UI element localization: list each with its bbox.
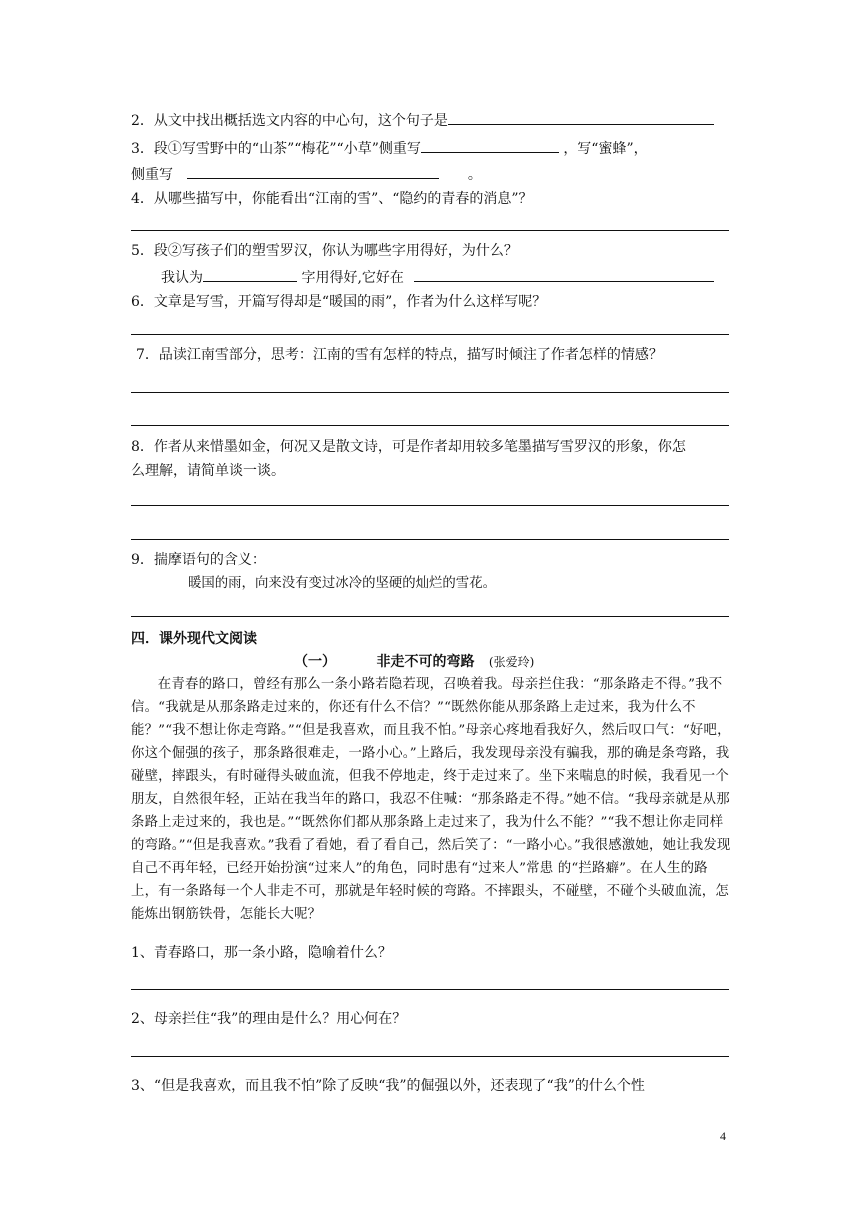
question-3-cont bbox=[131, 164, 482, 184]
question-7: 7．品读江南雪部分，思考：江南的雪有怎样的特点，描写时倾注了作者怎样的情感？ bbox=[136, 347, 663, 363]
question-8-line-2: 么理解，请简单谈一谈。 bbox=[131, 463, 285, 479]
question-5-sub-a: 我认为 bbox=[161, 270, 203, 286]
question-9: 9．揣摩语句的含义： bbox=[131, 552, 266, 568]
question-3-text-2: ，写“蜜蜂”， bbox=[563, 141, 648, 157]
question-2 bbox=[131, 110, 714, 130]
question-3-text-3: 侧重写 bbox=[131, 167, 173, 183]
article-paragraph: 在青春的路口，曾经有那么一条小路若隐若现，召唤着我。母亲拦住我：“那条路走不得。”我不信。“我就是从那条路走过来的，你还有什么不信？”“既然你能从那条路上走过来，我为什么不能？”“我不想让你走弯路。”“但是我喜欢，而且我不怕。”母亲心疼地看我好久，然后叹口气：“好吧，你这个倔强的孩子，那条路很难走，一路小心。”上路后，我发现母亲没有骗我，那的确是条弯路，我碰壁，摔跟头，有时碰得头破血流，但我不停地走，终于走过来了。坐下来喘息的时候，我看见一个朋友，自然很年轻，正站在我当年的路口，我忍不住喊：“那条路走不得。”她不信。“我母亲就是从那条路上走过来的，我也是。”“既然你们都从那条路上走过来了，我为什么不能？”“我不想让你走同样的弯路。”“但是我喜欢。”我看了看她，看了看自己，然后笑了：“一路小心。”我很感激她，她让我发现自己不再年轻，已经开始扮演“过来人”的角色，同时患有“过来人”常患 的“拦路癖”。在人生的路上，有一条路每一个人非走不可，那就是年轻时候的弯路。不摔跟头，不碰壁，不碰个头破血流，怎能炼出钢筋铁骨，怎能长大呢？ bbox=[131, 677, 731, 922]
answer-line[interactable] bbox=[131, 1056, 729, 1057]
answer-line[interactable] bbox=[131, 230, 729, 231]
answer-line[interactable] bbox=[131, 539, 729, 540]
answer-line[interactable] bbox=[131, 392, 729, 393]
question-3-text: 3．段①写雪野中的“山茶”“梅花”“小草”侧重写 bbox=[131, 141, 421, 157]
answer-blank[interactable] bbox=[448, 110, 714, 125]
answer-blank[interactable] bbox=[203, 267, 297, 282]
answer-line[interactable] bbox=[131, 616, 729, 617]
page-number: 4 bbox=[720, 1129, 726, 1143]
answer-line[interactable] bbox=[131, 989, 729, 990]
article-body bbox=[131, 673, 731, 926]
answer-line[interactable] bbox=[131, 425, 729, 426]
answer-line[interactable] bbox=[131, 505, 729, 506]
question-9-quote: 暖国的雨，向来没有变过冰冷的坚硬的灿烂的雪花。 bbox=[188, 576, 496, 591]
answer-blank[interactable] bbox=[421, 138, 559, 153]
article-title: 非走不可的弯路 bbox=[376, 654, 475, 670]
question-5: 5．段②写孩子们的塑雪罗汉，你认为哪些字用得好，为什么？ bbox=[131, 243, 518, 259]
question-8-line-1: 8．作者从来惜墨如金，何况又是散文诗，可是作者却用较多笔墨描写雪罗汉的形象，你怎 bbox=[131, 439, 686, 455]
question-5-sub bbox=[161, 267, 714, 287]
reading-question-1: 1、青春路口，那一条小路，隐喻着什么？ bbox=[131, 945, 392, 961]
question-4: 4．从哪些描写中，你能看出“江南的雪”、“隐约的青春的消息”？ bbox=[131, 191, 533, 207]
question-6: 6．文章是写雪，开篇写得却是“暖国的雨”，作者为什么这样写呢？ bbox=[131, 294, 547, 310]
question-3 bbox=[131, 138, 648, 158]
question-3-period: 。 bbox=[467, 167, 482, 183]
answer-blank[interactable] bbox=[414, 267, 714, 282]
article-author: (张爱玲) bbox=[488, 655, 535, 669]
reading-question-3: 3、“但是我喜欢，而且我不怕”除了反映“我”的倔强以外，还表现了“我”的什么个性 bbox=[131, 1078, 645, 1094]
answer-line[interactable] bbox=[131, 334, 729, 335]
question-5-sub-b: 字用得好,它好在 bbox=[301, 270, 404, 286]
reading-question-2: 2、母亲拦住“我”的理由是什么？用心何在？ bbox=[131, 1011, 407, 1027]
question-2-text: 2．从文中找出概括选文内容的中心句，这个句子是 bbox=[131, 113, 448, 129]
section-heading: 四．课外现代文阅读 bbox=[131, 631, 257, 647]
answer-blank[interactable] bbox=[187, 164, 439, 179]
article-number: （一） bbox=[294, 654, 336, 670]
article-header bbox=[294, 653, 534, 671]
